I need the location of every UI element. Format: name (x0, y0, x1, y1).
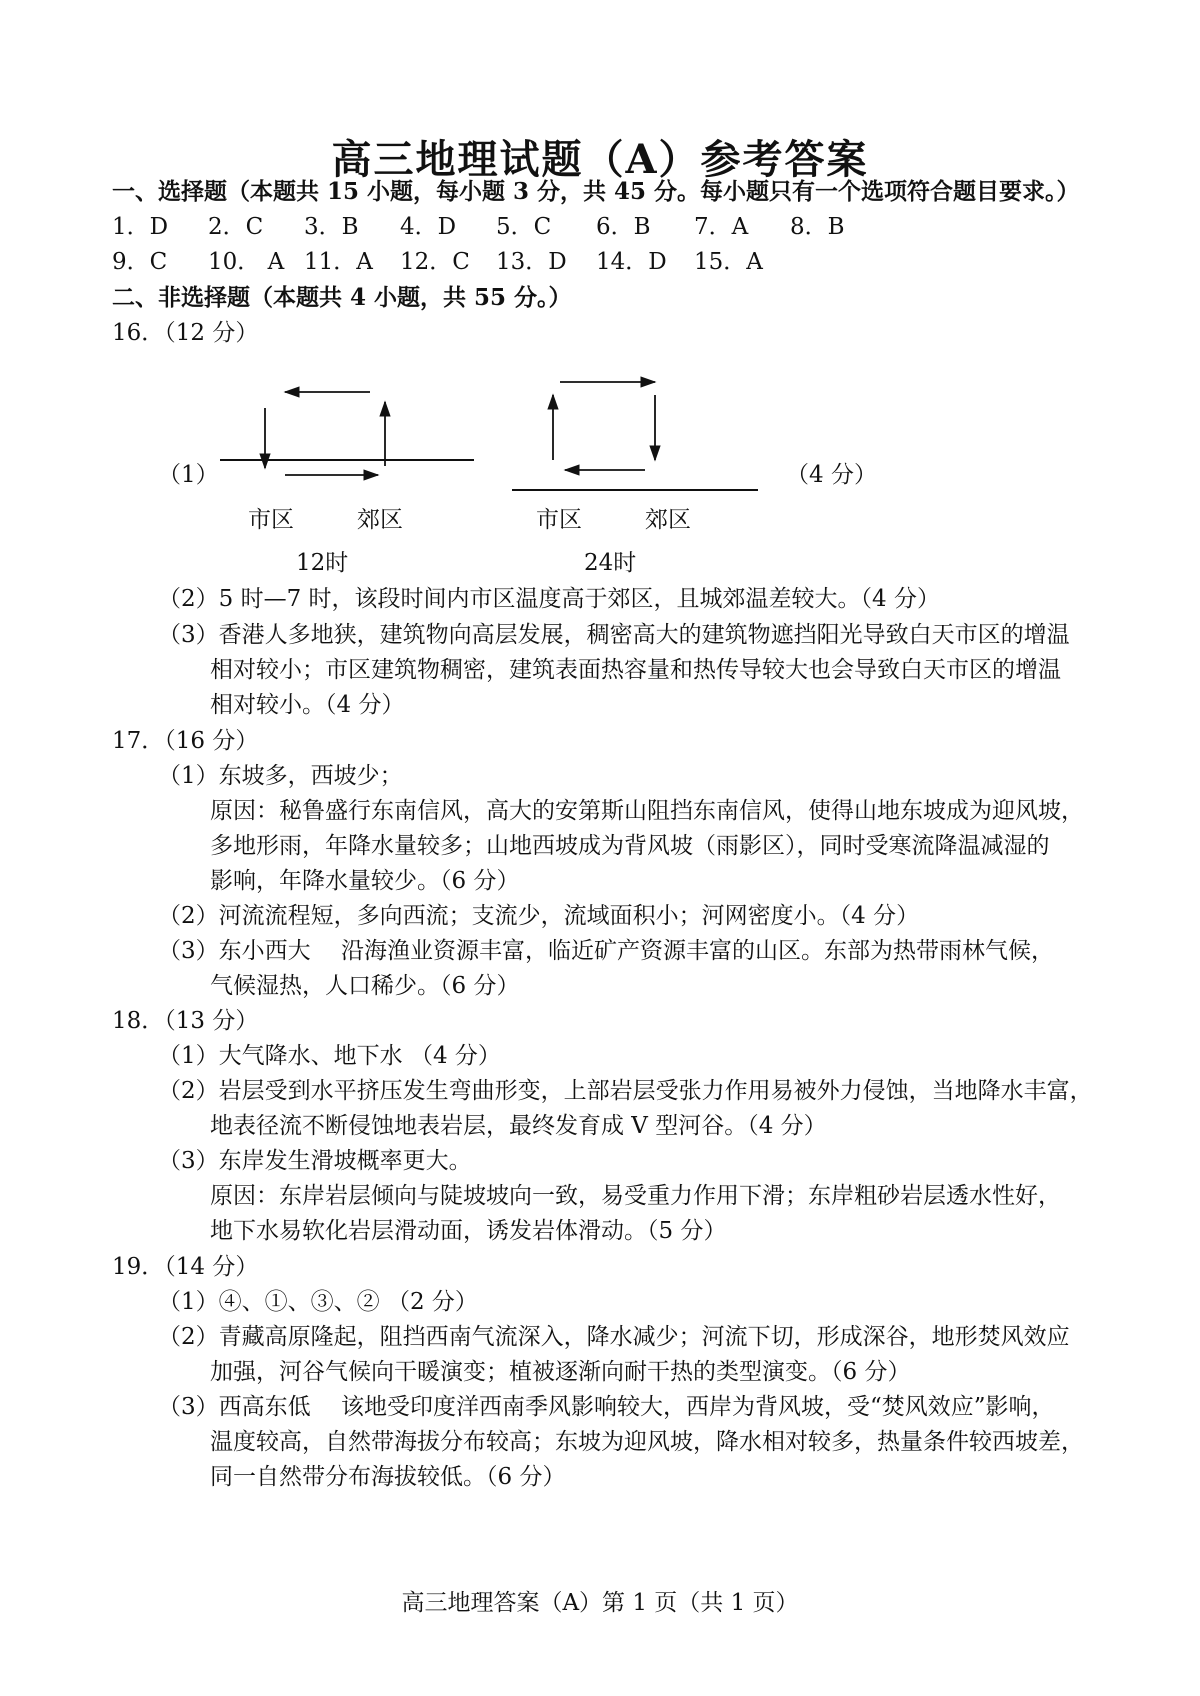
label-time-24h: 24时 (584, 550, 637, 576)
q16-p1-label: （1） (158, 462, 219, 488)
q17-p3-line1: （3）东小西大 沿海渔业资源丰富，临近矿产资源丰富的山区。东部为热带雨林气候， (158, 938, 1054, 964)
answer-item: 6．B (596, 214, 651, 240)
q18-p2-line1: （2）岩层受到水平挤压发生弯曲形变，上部岩层受张力作用易被外力侵蚀，当地降水丰富， (158, 1078, 1093, 1104)
section2-heading: 二、非选择题（本题共 4 小题，共 55 分。） (112, 284, 572, 311)
q18-p1: （1）大气降水、地下水 （4 分） (158, 1043, 501, 1069)
label-time-12h: 12时 (296, 550, 349, 576)
q17-p1-line2: 原因：秘鲁盛行东南信风，高大的安第斯山阻挡东南信风，使得山地东坡成为迎风坡， (210, 798, 1084, 824)
answer-item: 4．D (400, 214, 457, 240)
label-suburb-24h: 郊区 (645, 507, 691, 533)
label-city-12h: 市区 (248, 507, 294, 533)
q17-p1-line4: 影响，年降水量较少。（6 分） (210, 868, 520, 894)
page-footer: 高三地理答案（A）第 1 页（共 1 页） (401, 1590, 799, 1616)
q16-p1-score: （4 分） (786, 462, 877, 488)
answer-item: 13．D (496, 249, 567, 275)
q18-header: 18．（13 分） (112, 1008, 259, 1034)
q19-p2-line2: 加强，河谷气候向干暖演变；植被逐渐向耐干热的类型演变。（6 分） (210, 1359, 911, 1385)
q19-p3-line1: （3）西高东低 该地受印度洋西南季风影响较大，西岸为背风坡，受“焚风效应”影响， (158, 1394, 1055, 1420)
label-city-24h: 市区 (536, 507, 582, 533)
answer-item: 15．A (694, 249, 763, 275)
q16-p3-line3: 相对较小。（4 分） (210, 692, 405, 718)
q17-header: 17．（16 分） (112, 728, 259, 754)
q19-p2-line1: （2）青藏高原隆起，阻挡西南气流深入，降水减少；河流下切，形成深谷，地形焚风效应 (158, 1324, 1070, 1350)
circulation-12h (220, 392, 474, 475)
answer-item: 7．A (694, 214, 749, 240)
q19-p3-line2: 温度较高，自然带海拔分布较高；东坡为迎风坡，降水相对较多，热量条件较西坡差， (210, 1429, 1084, 1455)
answer-item: 10． A (208, 249, 285, 275)
q16-header: 16．（12 分） (112, 320, 259, 346)
q19-p3-line3: 同一自然带分布海拔较低。（6 分） (210, 1464, 566, 1490)
q17-p2: （2）河流流程短，多向西流；支流少，流域面积小；河网密度小。（4 分） (158, 903, 920, 929)
q18-p3-line1: （3）东岸发生滑坡概率更大。 (158, 1148, 472, 1174)
q17-p1-line1: （1）东坡多，西坡少； (158, 763, 403, 789)
answer-item: 1．D (112, 214, 169, 240)
answer-item: 3．B (304, 214, 359, 240)
answer-item: 12．C (400, 249, 470, 275)
answer-item: 5．C (496, 214, 552, 240)
q16-p3-line2: 相对较小；市区建筑物稠密，建筑表面热容量和热传导较大也会导致白天市区的增温 (210, 657, 1061, 683)
answer-item: 11．A (304, 249, 373, 275)
q16-p2: （2）5 时—7 时，该段时间内市区温度高于郊区，且城郊温差较大。（4 分） (158, 586, 940, 612)
page-title: 高三地理试题（A）参考答案 (331, 136, 869, 183)
q17-p1-line3: 多地形雨，年降水量较多；山地西坡成为背风坡（雨影区），同时受寒流降温减湿的 (210, 833, 1050, 859)
q19-header: 19．（14 分） (112, 1254, 259, 1280)
answer-item: 9．C (112, 249, 168, 275)
q19-p1: （1）④、①、③、② （2 分） (158, 1289, 478, 1315)
label-suburb-12h: 郊区 (357, 507, 403, 533)
q16-p3-line1: （3）香港人多地狭，建筑物向高层发展，稠密高大的建筑物遮挡阳光导致白天市区的增温 (158, 622, 1070, 648)
circulation-24h (512, 382, 758, 490)
answer-item: 8．B (790, 214, 845, 240)
q18-p3-line2: 原因：东岸岩层倾向与陡坡坡向一致，易受重力作用下滑；东岸粗砂岩层透水性好， (210, 1183, 1061, 1209)
q17-p3-line2: 气候湿热，人口稀少。（6 分） (210, 973, 520, 999)
q18-p2-line2: 地表径流不断侵蚀地表岩层，最终发育成 V 型河谷。（4 分） (210, 1113, 827, 1139)
q18-p3-line3: 地下水易软化岩层滑动面，诱发岩体滑动。（5 分） (210, 1218, 727, 1244)
section1-heading: 一、选择题（本题共 15 小题，每小题 3 分，共 45 分。每小题只有一个选项符合题目要求。） (112, 178, 1080, 205)
answer-item: 14．D (596, 249, 667, 275)
answer-item: 2．C (208, 214, 264, 240)
